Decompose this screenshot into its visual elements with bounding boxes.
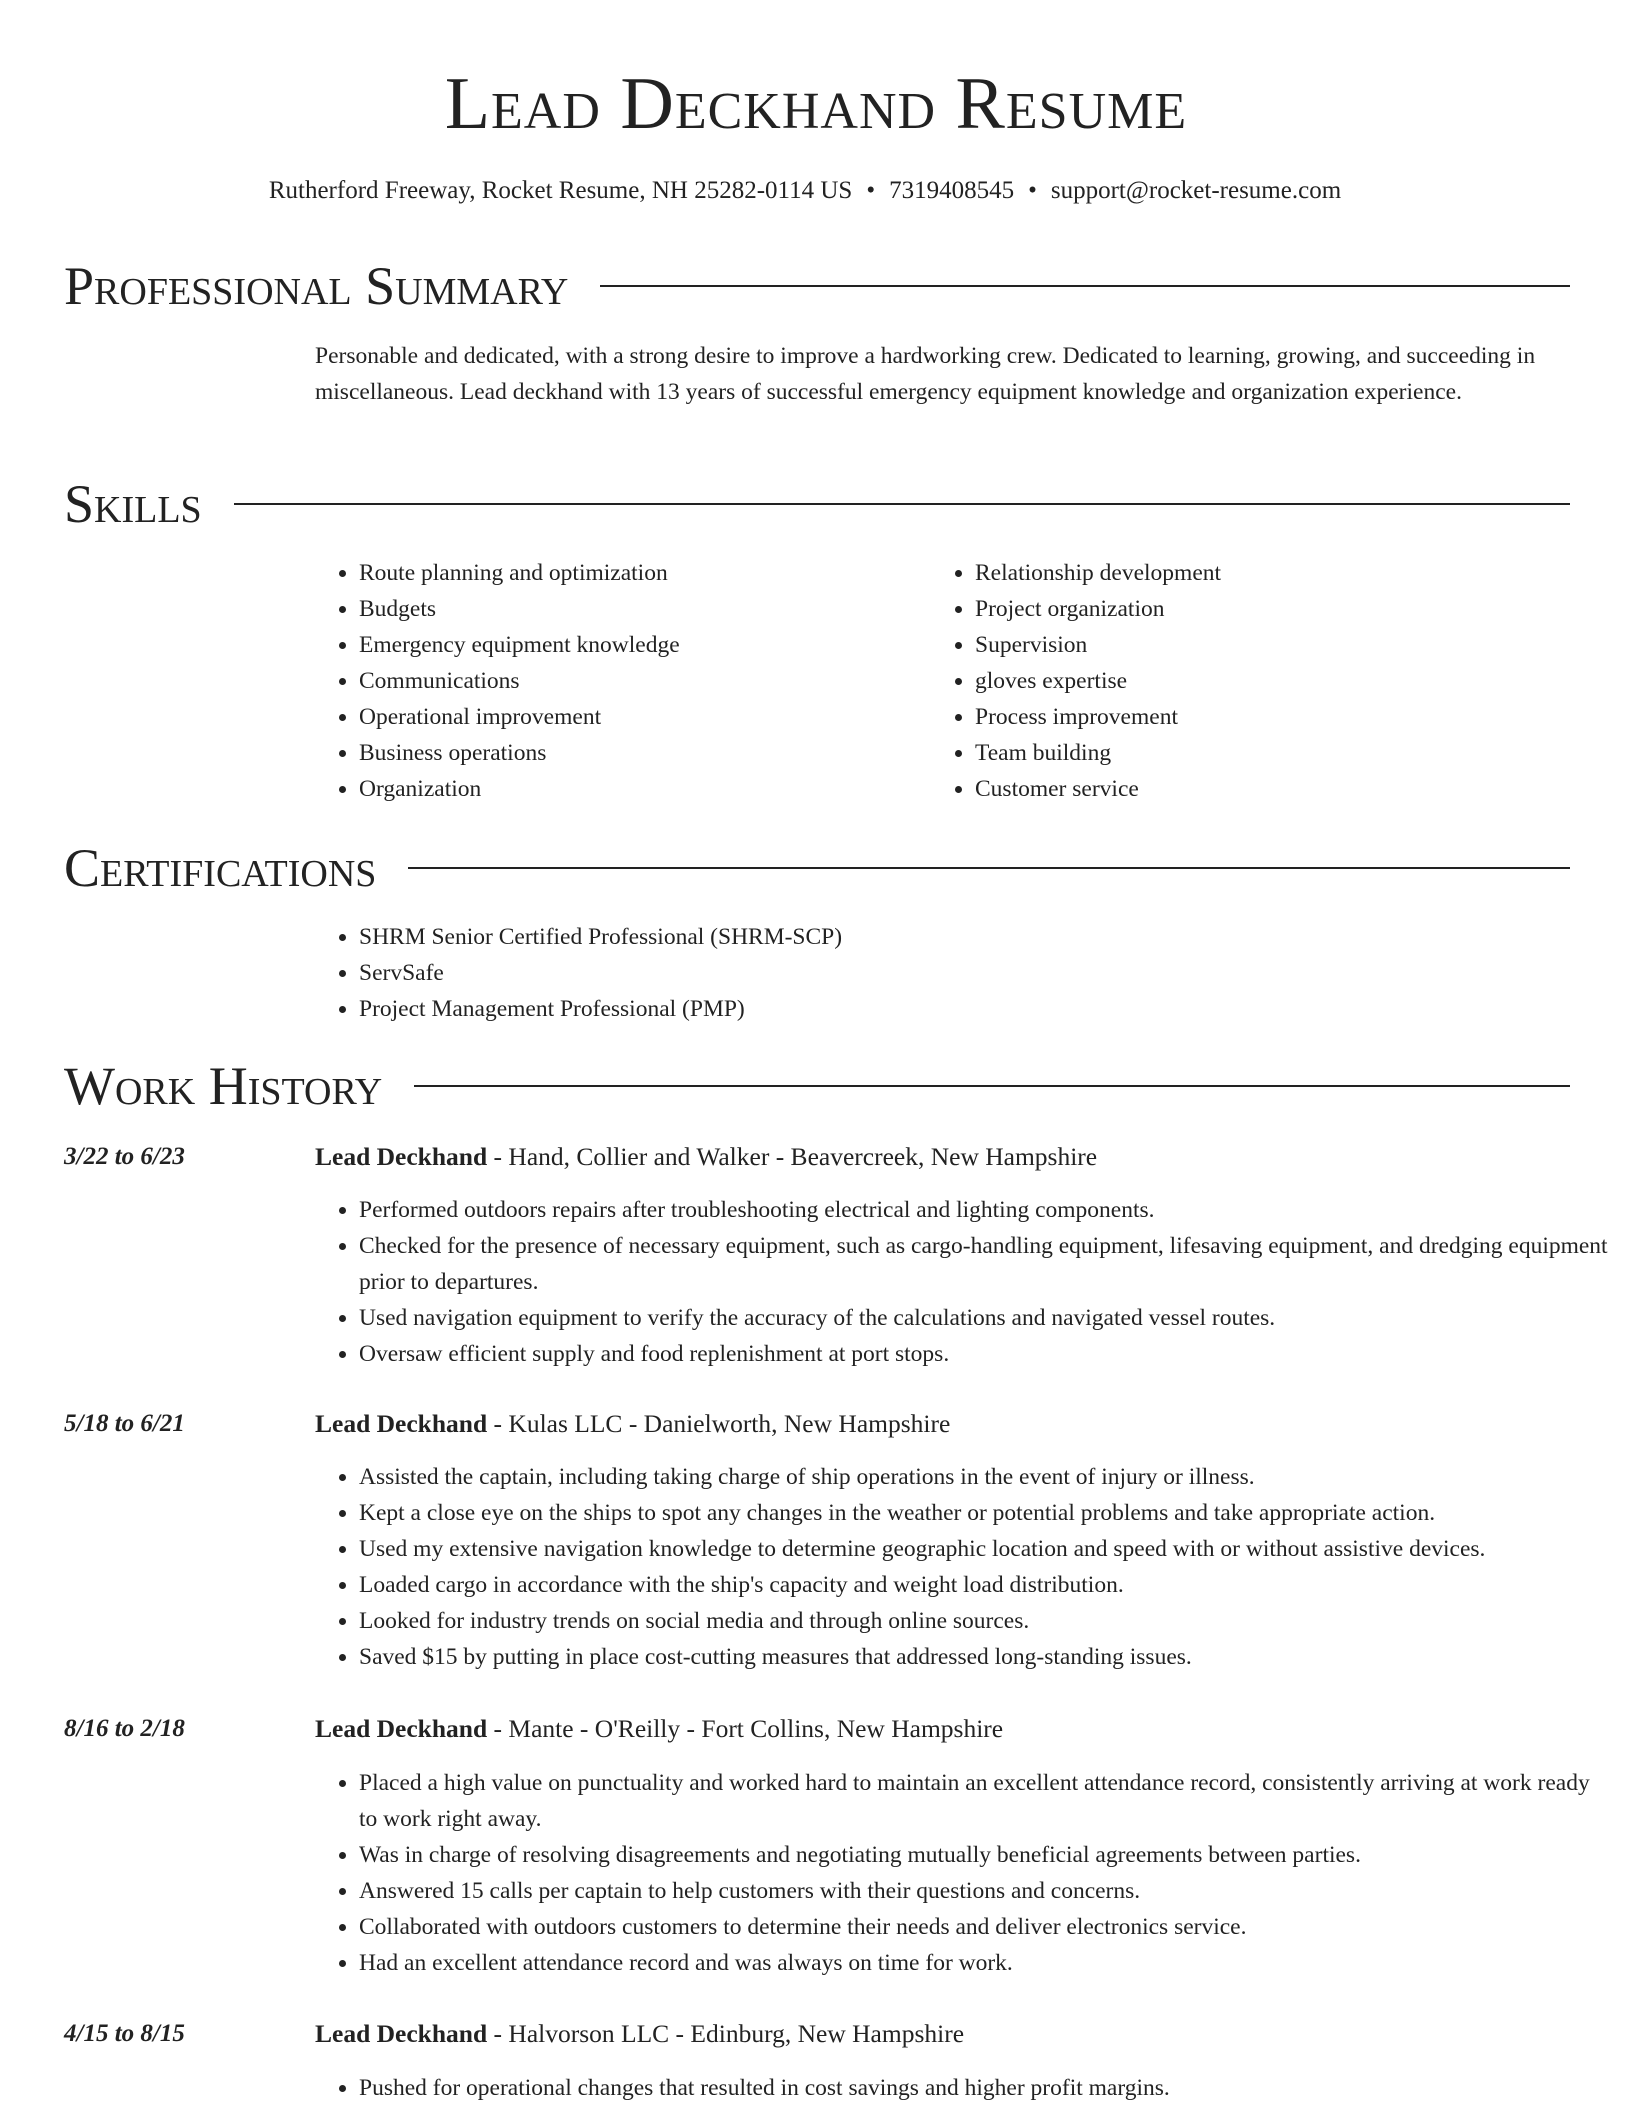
job-employer: - Hand, Collier and Walker - Beavercreek, New Hampshire <box>487 1142 1098 1171</box>
contact-separator: • <box>1028 177 1037 204</box>
skill-item: • gloves expertise <box>975 663 1575 699</box>
section-divider <box>234 503 1570 505</box>
skills-list-right <box>931 555 1575 807</box>
job-dates: 8/16 to 2/18 <box>64 1715 185 1742</box>
email: support@rocket-resume.com <box>1050 177 1342 204</box>
job-bullet: • Pushed for operational changes that resulted in cost savings and higher profit margins. <box>359 2070 1609 2106</box>
summary-text: Personable and dedicated, with a strong desire to improve a hardworking crew. Dedicated to learning, growing, and succeeding in miscellaneous. Lead deckhand with 13 years of successful emergency equipment knowledge and organization experience. <box>315 343 1536 405</box>
skill-item: • Route planning and optimization <box>359 555 919 591</box>
job-bullet: • Assisted the captain, including taking charge of ship operations in the event of injury or illness. <box>359 1459 1632 1495</box>
job-bullets <box>315 1192 1609 1372</box>
job-bullet: • Answered 15 calls per captain to help customers with their questions and concerns. <box>359 1873 1609 1909</box>
job-bullet: • Kept a close eye on the ships to spot any changes in the weather or potential problems and take appropriate action. <box>359 1495 1632 1531</box>
skill-item: • Project organization <box>975 591 1575 627</box>
job-role: Lead Deckhand <box>315 1714 488 1743</box>
work-history-heading: Work History <box>64 1056 383 1116</box>
certification-item: • SHRM Senior Certified Professional (SHRM-SCP) <box>359 919 1559 955</box>
skill-item: • Emergency equipment knowledge <box>359 627 919 663</box>
job-bullet: • Used navigation equipment to verify the accuracy of the calculations and navigated vessel routes. <box>359 1300 1609 1336</box>
job-heading <box>315 2016 964 2052</box>
contact-line <box>0 174 1610 208</box>
job-bullet: • Oversaw efficient supply and food replenishment at port stops. <box>359 1336 1609 1372</box>
job-bullet: • Performed outdoors repairs after troubleshooting electrical and lighting components. <box>359 1192 1609 1228</box>
skill-item: • Team building <box>975 735 1575 771</box>
certification-item: • Project Management Professional (PMP) <box>359 991 1559 1027</box>
job-bullets <box>315 2070 1609 2106</box>
job-dates: 4/15 to 8/15 <box>64 2020 185 2047</box>
skill-item: • Business operations <box>359 735 919 771</box>
job-heading <box>315 1406 950 1442</box>
skill-item: • Supervision <box>975 627 1575 663</box>
summary-heading: Professional Summary <box>64 256 569 316</box>
skills-list-left <box>315 555 919 807</box>
phone: 7319408545 <box>889 177 1015 204</box>
skills-heading: Skills <box>64 474 202 534</box>
skills-section-header <box>64 474 1570 534</box>
work-history-section-header <box>64 1056 1570 1116</box>
job-dates: 3/22 to 6/23 <box>64 1143 185 1170</box>
summary-section-header <box>64 256 1570 316</box>
skill-item: • Operational improvement <box>359 699 919 735</box>
job-bullets <box>315 1459 1632 1675</box>
section-divider <box>414 1085 1570 1087</box>
job-dates: 5/18 to 6/21 <box>64 1410 185 1437</box>
job-heading <box>315 1139 1097 1175</box>
job-employer: - Mante - O'Reilly - Fort Collins, New Hampshire <box>487 1714 1004 1743</box>
job-role: Lead Deckhand <box>315 2019 488 2048</box>
job-heading <box>315 1711 1003 1747</box>
job-bullet: • Collaborated with outdoors customers to determine their needs and deliver electronics service. <box>359 1909 1609 1945</box>
resume-title: Lead Deckhand Resume <box>444 63 1188 145</box>
skill-item: • Budgets <box>359 591 919 627</box>
certifications-heading: Certifications <box>64 838 377 898</box>
job-bullet: • Placed a high value on punctuality and worked hard to maintain an excellent attendance record, consistently arriving at work ready to work right away. <box>359 1765 1609 1837</box>
job-employer: - Halvorson LLC - Edinburg, New Hampshire <box>487 2019 965 2048</box>
job-bullet: • Saved $15 by putting in place cost-cutting measures that addressed long-standing issues. <box>359 1639 1632 1675</box>
job-bullet: • Was in charge of resolving disagreements and negotiating mutually beneficial agreements between parties. <box>359 1837 1609 1873</box>
job-role: Lead Deckhand <box>315 1142 488 1171</box>
section-divider <box>408 867 1570 869</box>
certification-item: • ServSafe <box>359 955 1559 991</box>
address: Rutherford Freeway, Rocket Resume, NH 25282-0114 US <box>268 177 853 204</box>
job-role: Lead Deckhand <box>315 1409 488 1438</box>
certifications-list <box>315 919 1559 1027</box>
skill-item: • Organization <box>359 771 919 807</box>
job-bullet: • Loaded cargo in accordance with the ship's capacity and weight load distribution. <box>359 1567 1632 1603</box>
certifications-section-header <box>64 838 1570 898</box>
job-bullet: • Looked for industry trends on social media and through online sources. <box>359 1603 1632 1639</box>
job-bullet: • Used my extensive navigation knowledge to determine geographic location and speed with or without assistive devices. <box>359 1531 1632 1567</box>
job-bullet: • Had an excellent attendance record and was always on time for work. <box>359 1945 1609 1981</box>
skill-item: • Process improvement <box>975 699 1575 735</box>
skill-item: • Customer service <box>975 771 1575 807</box>
skill-item: • Relationship development <box>975 555 1575 591</box>
job-employer: - Kulas LLC - Danielworth, New Hampshire <box>487 1409 951 1438</box>
job-bullet: • Checked for the presence of necessary equipment, such as cargo-handling equipment, lifesaving equipment, and dredging equipment prior to departures. <box>359 1228 1609 1300</box>
skill-item: • Communications <box>359 663 919 699</box>
job-bullets <box>315 1765 1609 1981</box>
section-divider <box>600 285 1570 287</box>
contact-separator: • <box>866 177 876 204</box>
